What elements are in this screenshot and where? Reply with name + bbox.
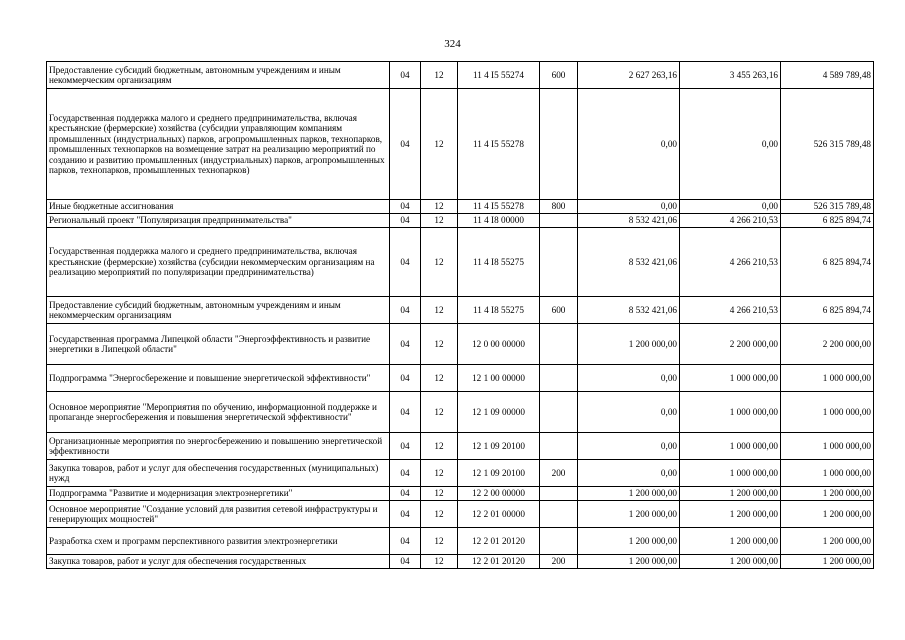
row-expense-type [540, 89, 578, 200]
row-sum-1: 0,00 [578, 365, 680, 392]
row-name: Основное мероприятие "Создание условий для развития сетевой инфраструктуры и генерирующих мощностей" [47, 501, 390, 528]
row-sum-1: 1 200 000,00 [578, 501, 680, 528]
row-sum-2: 4 266 210,53 [680, 228, 781, 297]
row-expense-type [540, 365, 578, 392]
row-expense-type [540, 214, 578, 228]
row-target-code: 12 0 00 00000 [458, 324, 540, 365]
row-subsection: 12 [421, 433, 458, 460]
row-name: Организационные мероприятия по энергосбережению и повышению энергетической эффективности [47, 433, 390, 460]
row-target-code: 12 2 01 00000 [458, 501, 540, 528]
row-section: 04 [390, 62, 421, 89]
row-sum-1: 8 532 421,06 [578, 228, 680, 297]
row-name: Подпрограмма "Энергосбережение и повышение энергетической эффективности" [47, 365, 390, 392]
row-subsection: 12 [421, 297, 458, 324]
table-row [47, 460, 874, 487]
table-row [47, 501, 874, 528]
row-sum-2: 1 200 000,00 [680, 555, 781, 569]
row-sum-2: 1 000 000,00 [680, 460, 781, 487]
row-subsection: 12 [421, 365, 458, 392]
row-subsection: 12 [421, 62, 458, 89]
row-expense-type [540, 228, 578, 297]
row-sum-1: 8 532 421,06 [578, 297, 680, 324]
row-sum-1: 0,00 [578, 89, 680, 200]
row-subsection: 12 [421, 460, 458, 487]
row-sum-3: 526 315 789,48 [781, 89, 874, 200]
row-expense-type [540, 501, 578, 528]
row-target-code: 11 4 I8 55275 [458, 297, 540, 324]
row-sum-3: 526 315 789,48 [781, 200, 874, 214]
row-subsection: 12 [421, 528, 458, 555]
table-row [47, 365, 874, 392]
row-sum-1: 2 627 263,16 [578, 62, 680, 89]
row-target-code: 11 4 I8 55275 [458, 228, 540, 297]
table-row [47, 392, 874, 433]
row-section: 04 [390, 460, 421, 487]
table-row [47, 62, 874, 89]
row-sum-1: 1 200 000,00 [578, 324, 680, 365]
row-sum-3: 1 000 000,00 [781, 365, 874, 392]
row-section: 04 [390, 392, 421, 433]
row-target-code: 12 2 01 20120 [458, 528, 540, 555]
row-sum-2: 1 200 000,00 [680, 528, 781, 555]
table-row [47, 433, 874, 460]
row-subsection: 12 [421, 324, 458, 365]
row-subsection: 12 [421, 200, 458, 214]
row-expense-type: 200 [540, 460, 578, 487]
page-number: 324 [444, 38, 461, 50]
row-sum-2: 2 200 000,00 [680, 324, 781, 365]
table-row [47, 528, 874, 555]
row-section: 04 [390, 501, 421, 528]
row-expense-type [540, 528, 578, 555]
row-expense-type [540, 324, 578, 365]
row-name: Региональный проект "Популяризация предпринимательства" [47, 214, 390, 228]
row-sum-3: 1 200 000,00 [781, 487, 874, 501]
table-row [47, 89, 874, 200]
row-name: Государственная программа Липецкой области "Энергоэффективность и развитие энергетики в Липецкой области" [47, 324, 390, 365]
row-name: Основное мероприятие "Мероприятия по обучению, информационной поддержке и пропаганде энергосбережения и повышения энергетической эффективности" [47, 392, 390, 433]
row-section: 04 [390, 528, 421, 555]
row-section: 04 [390, 487, 421, 501]
row-section: 04 [390, 365, 421, 392]
row-section: 04 [390, 297, 421, 324]
row-name: Разработка схем и программ перспективного развития электроэнергетики [47, 528, 390, 555]
row-name: Подпрограмма "Развитие и модернизация электроэнергетики" [47, 487, 390, 501]
row-target-code: 11 4 I8 00000 [458, 214, 540, 228]
row-subsection: 12 [421, 228, 458, 297]
table-row [47, 228, 874, 297]
budget-table [46, 61, 874, 569]
row-target-code: 12 2 01 20120 [458, 555, 540, 569]
row-sum-3: 1 000 000,00 [781, 460, 874, 487]
row-expense-type [540, 392, 578, 433]
row-sum-2: 0,00 [680, 89, 781, 200]
row-sum-1: 0,00 [578, 460, 680, 487]
row-sum-2: 0,00 [680, 200, 781, 214]
row-target-code: 12 1 09 20100 [458, 460, 540, 487]
row-sum-2: 1 000 000,00 [680, 392, 781, 433]
row-sum-3: 6 825 894,74 [781, 297, 874, 324]
row-subsection: 12 [421, 89, 458, 200]
row-section: 04 [390, 228, 421, 297]
row-sum-2: 1 200 000,00 [680, 487, 781, 501]
table-row [47, 200, 874, 214]
budget-table-body [47, 62, 874, 569]
row-sum-3: 1 000 000,00 [781, 392, 874, 433]
row-expense-type [540, 487, 578, 501]
table-row [47, 487, 874, 501]
row-sum-3: 6 825 894,74 [781, 214, 874, 228]
row-section: 04 [390, 200, 421, 214]
row-subsection: 12 [421, 392, 458, 433]
row-expense-type: 800 [540, 200, 578, 214]
row-sum-2: 1 200 000,00 [680, 501, 781, 528]
row-sum-3: 1 200 000,00 [781, 528, 874, 555]
row-name: Иные бюджетные ассигнования [47, 200, 390, 214]
row-sum-1: 1 200 000,00 [578, 487, 680, 501]
row-sum-1: 1 200 000,00 [578, 555, 680, 569]
row-expense-type: 200 [540, 555, 578, 569]
row-sum-3: 4 589 789,48 [781, 62, 874, 89]
row-sum-2: 1 000 000,00 [680, 433, 781, 460]
row-sum-2: 4 266 210,53 [680, 214, 781, 228]
row-target-code: 11 4 I5 55274 [458, 62, 540, 89]
row-expense-type: 600 [540, 297, 578, 324]
row-target-code: 12 1 09 20100 [458, 433, 540, 460]
row-name: Закупка товаров, работ и услуг для обеспечения государственных (муниципальных) нужд [47, 460, 390, 487]
row-name: Предоставление субсидий бюджетным, автономным учреждениям и иным некоммерческим организациям [47, 62, 390, 89]
row-target-code: 12 2 00 00000 [458, 487, 540, 501]
row-section: 04 [390, 89, 421, 200]
row-subsection: 12 [421, 501, 458, 528]
table-row [47, 324, 874, 365]
row-sum-1: 0,00 [578, 433, 680, 460]
row-sum-3: 1 200 000,00 [781, 555, 874, 569]
row-sum-1: 0,00 [578, 200, 680, 214]
row-subsection: 12 [421, 487, 458, 501]
row-sum-3: 2 200 000,00 [781, 324, 874, 365]
row-section: 04 [390, 555, 421, 569]
row-sum-1: 0,00 [578, 392, 680, 433]
row-name: Предоставление субсидий бюджетным, автономным учреждениям и иным некоммерческим организациям [47, 297, 390, 324]
row-sum-1: 8 532 421,06 [578, 214, 680, 228]
row-expense-type [540, 433, 578, 460]
row-section: 04 [390, 324, 421, 365]
table-row [47, 555, 874, 569]
row-target-code: 11 4 I5 55278 [458, 89, 540, 200]
row-sum-2: 4 266 210,53 [680, 297, 781, 324]
row-sum-1: 1 200 000,00 [578, 528, 680, 555]
table-row [47, 214, 874, 228]
row-name: Закупка товаров, работ и услуг для обеспечения государственных [47, 555, 390, 569]
row-section: 04 [390, 433, 421, 460]
row-target-code: 12 1 09 00000 [458, 392, 540, 433]
row-sum-3: 1 000 000,00 [781, 433, 874, 460]
table-row [47, 297, 874, 324]
row-name: Государственная поддержка малого и среднего предпринимательства, включая крестьянские (фермерские) хозяйства (субсидии управляющим компаниям промышленных (индустриальных) парков, агропромышленных парков, технопарков, промышленных технопарков на возмещение затрат на реализацию мероприятий по созданию и развитию промышленных (индустриальных) парков, агропромышленных парков, технопарков, промышленных технопарков) [47, 89, 390, 200]
row-expense-type: 600 [540, 62, 578, 89]
row-subsection: 12 [421, 214, 458, 228]
row-section: 04 [390, 214, 421, 228]
row-name: Государственная поддержка малого и среднего предпринимательства, включая крестьянские (фермерские) хозяйства (субсидии некоммерческим организациям на реализацию мероприятий по популяризации предпринимательства) [47, 228, 390, 297]
row-sum-2: 3 455 263,16 [680, 62, 781, 89]
row-target-code: 12 1 00 00000 [458, 365, 540, 392]
row-subsection: 12 [421, 555, 458, 569]
row-sum-3: 6 825 894,74 [781, 228, 874, 297]
row-sum-3: 1 200 000,00 [781, 501, 874, 528]
row-target-code: 11 4 I5 55278 [458, 200, 540, 214]
row-sum-2: 1 000 000,00 [680, 365, 781, 392]
